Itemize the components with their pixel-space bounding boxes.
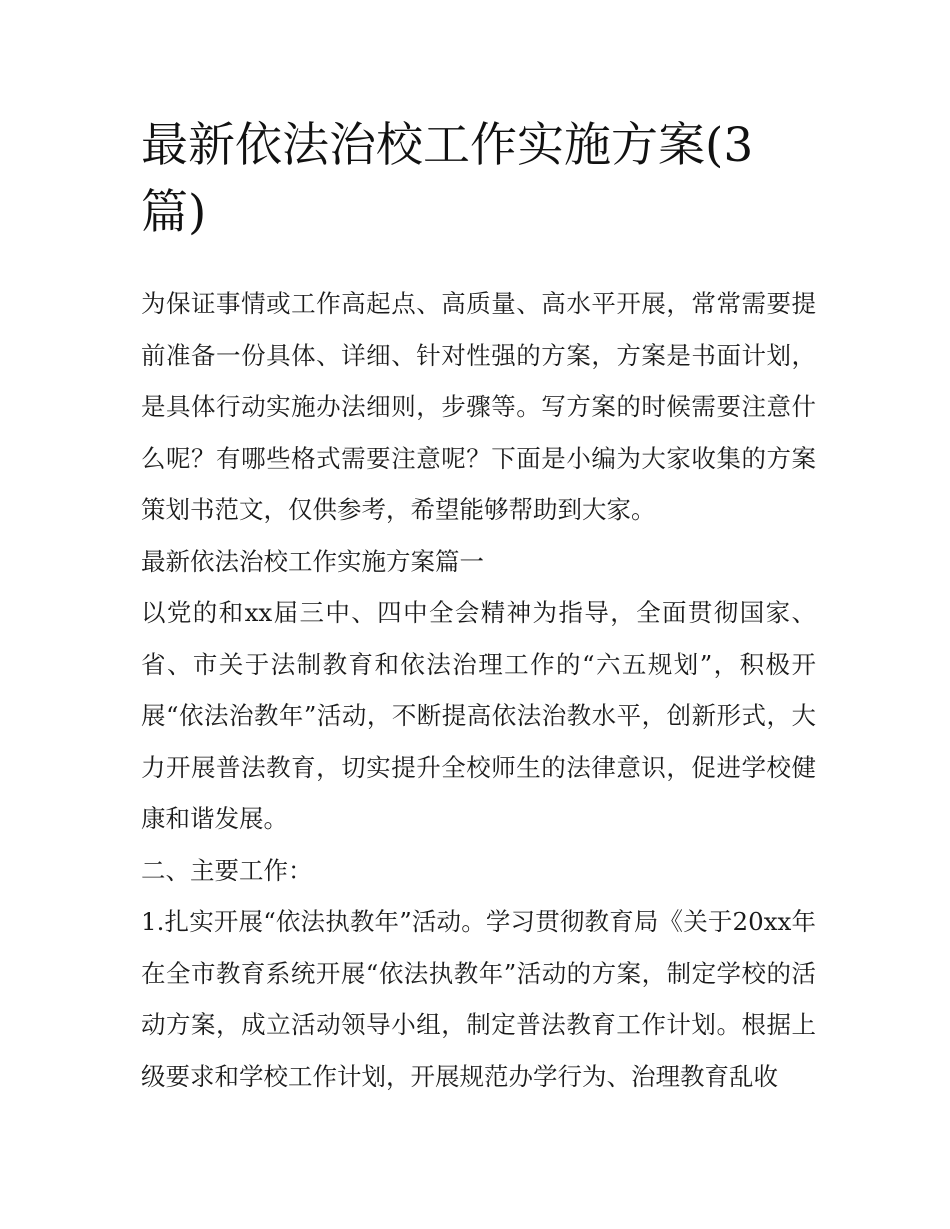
intro-paragraph: 为保证事情或工作高起点、高质量、高水平开展，常常需要提前准备一份具体、详细、针对性强的方案，方案是书面计划，是具体行动实施办法细则，步骤等。写方案的时候需要注意什么呢？有哪些格式需要注意呢？下面是小编为大家收集的方案策划书范文，仅供参考，希望能够帮助到大家。 xyxy=(141,289,816,524)
document-body xyxy=(141,278,816,1102)
document-title: 最新依法治校工作实施方案(3篇) xyxy=(141,118,754,240)
body-paragraph: 1.扎实开展“依法执教年”活动。学习贯彻教育局《关于20xx年在全市教育系统开展“依法执教年”活动的方案，制定学校的活动方案，成立活动领导小组，制定普法教育工作计划。根据上级要求和学校工作计划，开展规范办学行为、治理教育乱收 xyxy=(141,907,816,1091)
document-page xyxy=(141,0,816,1229)
body-paragraph: 以党的和xx届三中、四中全会精神为指导，全面贯彻国家、省、市关于法制教育和依法治理工作的“六五规划”，积极开展“依法治教年”活动，不断提高依法治教水平，创新形式，大力开展普法教育，切实提升全校师生的法律意识，促进学校健康和谐发展。 xyxy=(141,598,816,833)
section-heading: 最新依法治校工作实施方案篇一 xyxy=(141,546,484,576)
subsection-heading: 二、主要工作： xyxy=(141,855,313,885)
